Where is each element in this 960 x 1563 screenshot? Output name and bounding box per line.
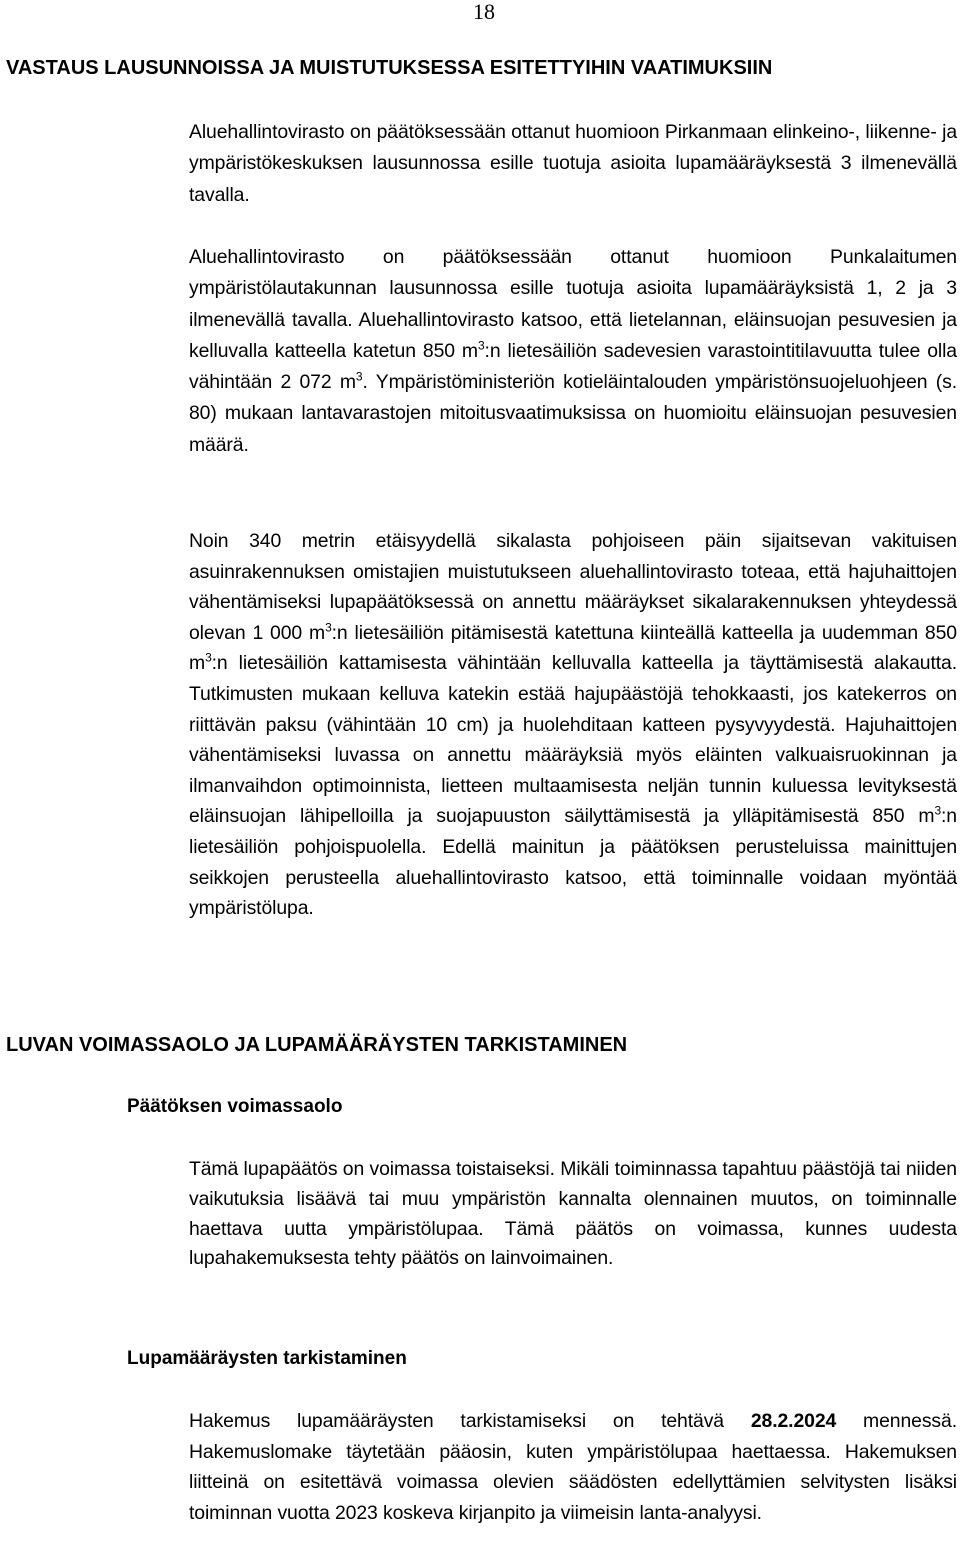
superscript: 3 <box>477 338 485 353</box>
paragraph-municipal-text-c: . Ympäristöministeriön kotieläintalouden ympäristönsuojeluohjeen (s. 80) mukaan lantavarastojen mitoitusvaatimuksissa on huomioitu eläinsuojan pesuvesien määrä. <box>189 371 957 456</box>
section-heading-validity: LUVAN VOIMASSAOLO JA LUPAMÄÄRÄYSTEN TARKISTAMINEN <box>6 1034 628 1056</box>
paragraph-ely-statement: Aluehallintovirasto on päätöksessään ottanut huomioon Pirkanmaan elinkeino-, liikenne- ja ympäristökeskuksen lausunnossa esille tuotuja asioita lupamääräyksestä 3 ilmenevällä tavalla. <box>189 121 957 206</box>
paragraph-objection-text-b: :n lietesäiliön pitämisestä katettuna kiinteällä katteella ja uudemman 850 m <box>189 621 957 675</box>
superscript: 3 <box>934 803 942 818</box>
paragraph-municipal-text-a: Aluehallintovirasto on päätöksessään ottanut huomioon Punkalaitumen ympäristölautakunnan lausunnossa esille tuotuja asioita lupamääräyksistä 1, 2 ja 3 ilmenevällä tavalla. Aluehallintovirasto katsoo, että lietelannan, eläinsuojan pesuvesien ja kelluvalla katteella katetun 850 m <box>189 246 957 362</box>
paragraph-municipal-text-b: :n lietesäiliön sadevesien varastointitilavuutta tulee olla vähintään 2 072 m <box>189 339 957 394</box>
section-heading-responses: VASTAUS LAUSUNNOISSA JA MUISTUTUKSESSA ESITETTYIHIN VAATIMUKSIIN <box>6 57 773 79</box>
paragraph-objection-text-a: Noin 340 metrin etäisyydellä sikalasta pohjoiseen päin sijaitsevan vakituisen asuinrakennuksen omistajien muistutukseen aluehallintovirasto toteaa, että hajuhaittojen vähentämiseksi lupapäätöksessä on annettu määräykset sikalarakennuksen yhteydessä olevan 1 000 m <box>189 530 957 644</box>
paragraph-objection-text-d: :n lietesäiliön pohjoispuolella. Edellä mainitun ja päätöksen perusteluissa mainittujen seikkojen perusteella aluehallintovirasto katsoo, että toiminnalle voidaan myöntää ympäristölupa. <box>189 805 957 920</box>
superscript: 3 <box>205 650 212 665</box>
paragraph-permit-review-text-b: mennessä. Hakemuslomake täytetään pääosin, kuten ympäristölupaa haettaessa. Hakemuksen liitteinä on esitettävä voimassa olevien säädösten edellyttämien selvitysten lisäksi toiminnan vuotta 2023 koskeva kirjanpito ja viimeisin lanta-analyysi. <box>189 1410 957 1524</box>
superscript: 3 <box>325 620 332 635</box>
paragraph-objection-text-c: :n lietesäiliön kattamisesta vähintään kelluvalla katteella ja täyttämisestä alakautta. Tutkimusten mukaan kelluva katekin estää hajupäästöjä tehokkaasti, jos katekerros on riittävän paksu (vähintään 10 cm) ja huolehditaan katteen pysyvyydestä. Hajuhaittojen vähentämiseksi luvassa on annettu määräyksiä myös eläinten valkuaisruokinnan ja ilmanvaihdon optimoinnista, lietteen multaamisesta neljän tunnin kuluessa levityksestä eläinsuojan lähipelloilla ja suojapuuston säilyttämisestä ja ylläpitämisestä 850 m <box>189 652 957 828</box>
superscript: 3 <box>355 369 363 384</box>
paragraph-permit-review-text-a: Hakemus lupamääräysten tarkistamiseksi on tehtävä <box>189 1410 724 1432</box>
subheading-decision-validity: Päätöksen voimassaolo <box>127 1096 343 1117</box>
page-number: 18 <box>473 0 495 24</box>
paragraph-permit-review <box>189 1406 957 1528</box>
paragraph-objection-response <box>189 526 957 924</box>
deadline-date: 28.2.2024 <box>750 1410 837 1432</box>
paragraph-municipal-statement <box>189 242 957 461</box>
paragraph-decision-validity: Tämä lupapäätös on voimassa toistaiseksi. Mikäli toiminnassa tapahtuu päästöjä tai niiden vaikutuksia lisäävä tai muu ympäristön kannalta olennainen muutos, on toiminnalle haettava uutta ympäristölupaa. Tämä päätös on voimassa, kunnes uudesta lupahakemuksesta tehty päätös on lainvoimainen. <box>189 1158 957 1270</box>
subheading-permit-review: Lupamääräysten tarkistaminen <box>127 1348 407 1369</box>
